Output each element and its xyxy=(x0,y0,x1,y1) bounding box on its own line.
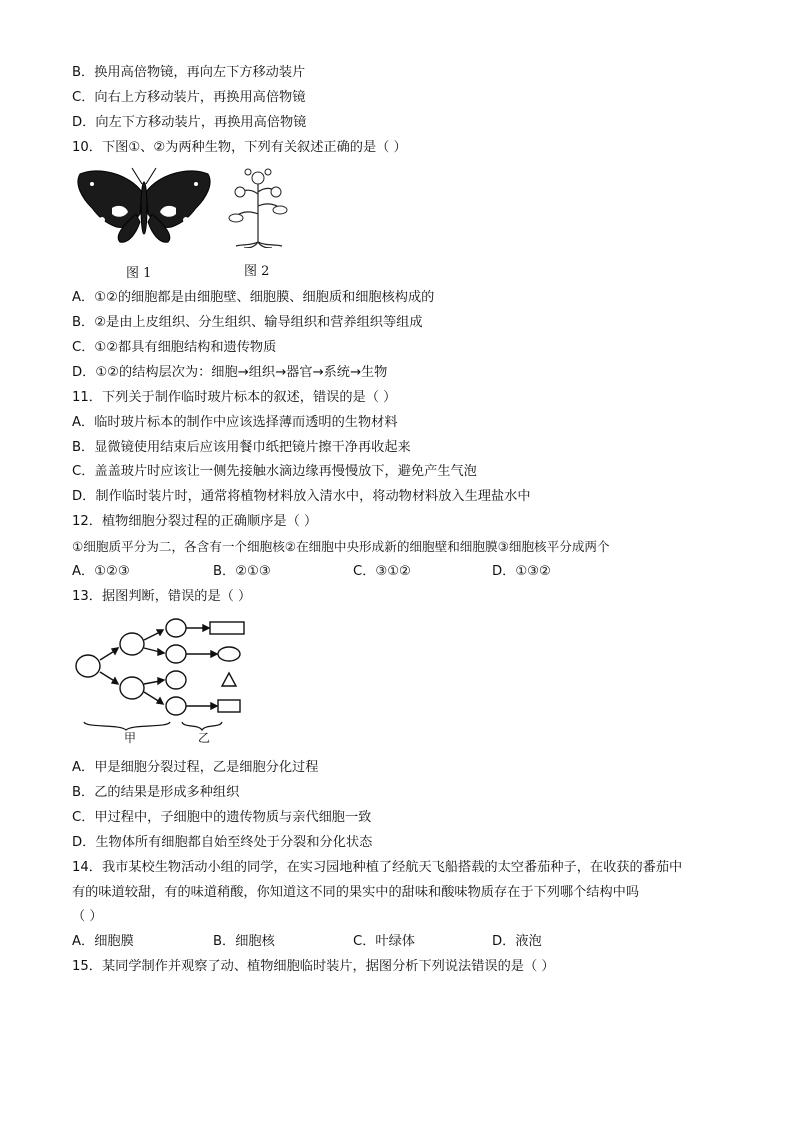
q10-stem: 10．下图①、②为两种生物，下列有关叙述正确的是（ ） xyxy=(72,140,407,155)
q10-option-d: D．①②的结构层次为：细胞→组织→器官→系统→生物 xyxy=(72,365,388,380)
q14-stem-line2: 有的味道较甜，有的味道稍酸，你知道这不同的果实中的甜味和酸味物质存在于下列哪个结构中吗 xyxy=(72,885,640,900)
q14-option-d: D．液泡 xyxy=(492,934,542,949)
q10-option-c: C．①②都具有细胞结构和遗传物质 xyxy=(72,340,277,355)
q13-stem: 13．据图判断，错误的是（ ） xyxy=(72,589,252,604)
q9-option-c: C．向右上方移动装片，再换用高倍物镜 xyxy=(72,90,306,105)
q11-option-d: D．制作临时装片时，通常将植物材料放入清水中，将动物材料放入生理盐水中 xyxy=(72,489,531,504)
q14-option-a: A．细胞膜 xyxy=(72,934,134,949)
q14-blank: （ ） xyxy=(72,909,103,924)
q9-option-d: D．向左下方移动装片，再换用高倍物镜 xyxy=(72,115,307,130)
q9-option-b: B．换用高倍物镜，再向左下方移动装片 xyxy=(72,65,306,80)
q13-option-d: D．生物体所有细胞都自始至终处于分裂和分化状态 xyxy=(72,835,373,850)
butterfly-figure xyxy=(74,164,214,246)
q12-info: ①细胞质平分为二，各含有一个细胞核②在细胞中央形成新的细胞壁和细胞膜③细胞核平分成两个 xyxy=(72,539,610,554)
q11-option-c: C．盖盖玻片时应该让一侧先接触水滴边缘再慢慢放下，避免产生气泡 xyxy=(72,464,477,479)
figure-2-caption: 图 2 xyxy=(244,264,270,279)
q10-option-b: B．②是由上皮组织、分生组织、输导组织和营养组织等组成 xyxy=(72,315,423,330)
q14-option-b: B．细胞核 xyxy=(213,934,275,949)
label-jia: 甲 xyxy=(124,731,137,745)
q12-stem: 12．植物细胞分裂过程的正确顺序是（ ） xyxy=(72,514,318,529)
q12-option-d: D．①③② xyxy=(492,564,551,579)
cell-division-diagram xyxy=(72,612,258,746)
q11-option-a: A．临时玻片标本的制作中应该选择薄而透明的生物材料 xyxy=(72,415,398,430)
q11-option-b: B．显微镜使用结束后应该用餐巾纸把镜片擦干净再收起来 xyxy=(72,440,411,455)
q13-option-c: C．甲过程中，子细胞中的遗传物质与亲代细胞一致 xyxy=(72,810,372,825)
q12-option-a: A．①②③ xyxy=(72,564,130,579)
label-yi: 乙 xyxy=(198,731,211,745)
q14-option-c: C．叶绿体 xyxy=(353,934,415,949)
q15-stem: 15．某同学制作并观察了动、植物细胞临时装片，据图分析下列说法错误的是（ ） xyxy=(72,959,555,974)
q13-option-b: B．乙的结果是形成多种组织 xyxy=(72,785,240,800)
q12-option-b: B．②①③ xyxy=(213,564,271,579)
q10-option-a: A．①②的细胞都是由细胞壁、细胞膜、细胞质和细胞核构成的 xyxy=(72,290,435,305)
figure-1-caption: 图 1 xyxy=(126,266,152,281)
q12-option-c: C．③①② xyxy=(353,564,411,579)
q13-option-a: A．甲是细胞分裂过程，乙是细胞分化过程 xyxy=(72,760,319,775)
q11-stem: 11．下列关于制作临时玻片标本的叙述，错误的是（ ） xyxy=(72,390,397,405)
q14-stem-line1: 14．我市某校生物活动小组的同学，在实习园地种植了经航天飞船搭载的太空番茄种子，在收获的番茄中 xyxy=(72,860,683,875)
plant-figure xyxy=(222,164,294,248)
